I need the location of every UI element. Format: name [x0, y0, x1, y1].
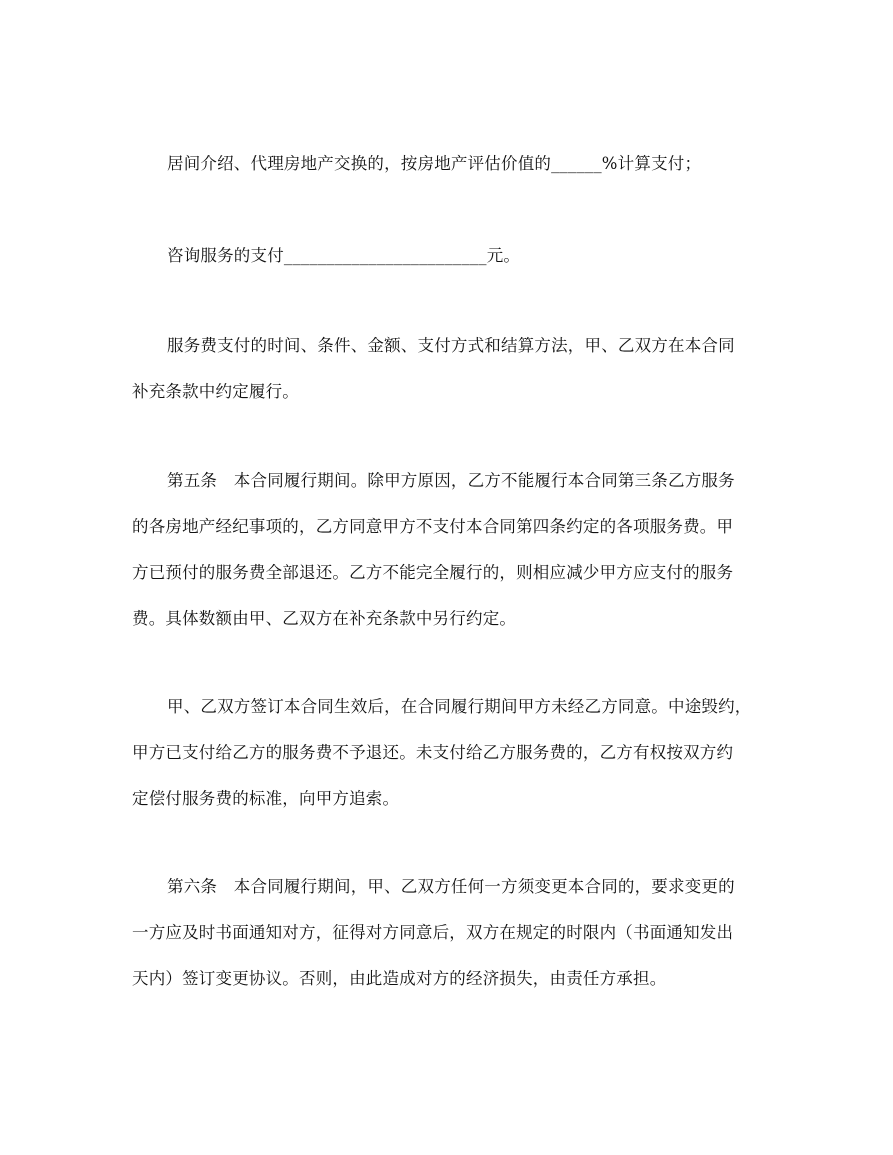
paragraph-article-six: [132, 864, 772, 1002]
text-line: 第五条 本合同履行期间。除甲方原因，乙方不能履行本合同第三条乙方服务: [167, 471, 735, 490]
text-line: 居间介绍、代理房地产交换的，按房地产评估价值的______%计算支付；: [167, 154, 702, 173]
text-line: 定偿付服务费的标准，向甲方追索。: [132, 789, 400, 808]
paragraph-article-five: [132, 458, 772, 642]
text-line: 咨询服务的支付________________________元。: [167, 246, 521, 265]
paragraph-consulting-fee: [132, 233, 772, 279]
text-line: 费。具体数额由甲、乙双方在补充条款中另行约定。: [132, 609, 517, 628]
text-line: 一方应及时书面通知对方，征得对方同意后，双方在规定的时限内（书面通知发出: [132, 923, 734, 942]
text-line: 的各房地产经纪事项的，乙方同意甲方不支付本合同第四条约定的各项服务费。甲: [132, 517, 734, 536]
text-line: 甲方已支付给乙方的服务费不予退还。未支付给乙方服务费的，乙方有权按双方约: [132, 743, 734, 762]
text-line: 服务费支付的时间、条件、金额、支付方式和结算方法，甲、乙双方在本合同: [167, 336, 735, 355]
paragraph-breach-terms: [132, 684, 772, 822]
paragraph-exchange-fee: [132, 141, 772, 187]
text-line: 补充条款中约定履行。: [132, 382, 299, 401]
text-line: 第六条 本合同履行期间，甲、乙双方任何一方须变更本合同的，要求变更的: [167, 877, 735, 896]
text-line: 甲、乙双方签订本合同生效后，在合同履行期间甲方未经乙方同意。中途毁约，: [167, 697, 752, 716]
text-line: 方已预付的服务费全部退还。乙方不能完全履行的，则相应减少甲方应支付的服务: [132, 563, 734, 582]
paragraph-payment-terms: [132, 323, 772, 415]
text-line: 天内）签订变更协议。否则，由此造成对方的经济损失，由责任方承担。: [132, 969, 667, 988]
